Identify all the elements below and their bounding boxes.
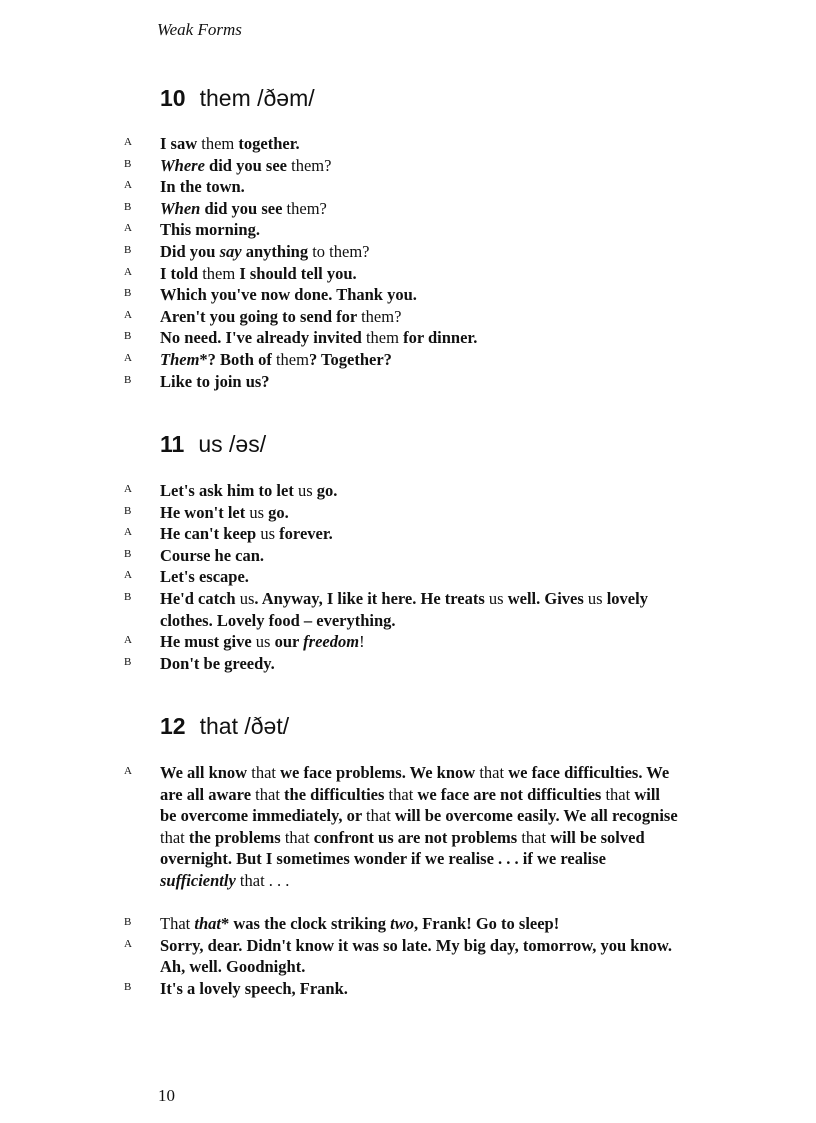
speaker-label: B (124, 330, 132, 343)
section-heading (160, 85, 315, 112)
dialogue-text (160, 198, 690, 220)
text-segment: confront us are not problems (309, 827, 522, 847)
text-segment: I should tell you. (235, 263, 357, 283)
text-segment: us (255, 632, 271, 652)
text-segment: This morning. (160, 220, 260, 240)
dialogue-line (0, 371, 816, 393)
text-segment: I saw (160, 134, 202, 153)
dialogue-line (0, 263, 816, 285)
speaker-label: B (124, 200, 132, 213)
text-segment: that (605, 784, 631, 804)
dialogue-line (0, 502, 816, 524)
text-segment: Course he can. (160, 545, 265, 565)
text-segment: them (202, 263, 236, 283)
text-segment: them? (286, 198, 327, 218)
text-segment: *? Both of (199, 350, 276, 369)
dialogue-text (160, 545, 690, 567)
text-segment: Where (160, 155, 205, 175)
text-segment: will be overcome easily. We all recognise (390, 806, 678, 826)
text-segment: that (388, 784, 414, 804)
dialogue-line (0, 653, 816, 675)
dialogue-text (160, 653, 690, 675)
dialogue-text (160, 935, 680, 978)
dialogue-line (0, 219, 816, 241)
text-segment: * was the clock striking (220, 914, 391, 934)
text-segment: we face difficulties. We are all aware (160, 763, 670, 804)
text-segment: them? (291, 155, 332, 175)
dialogue-text (160, 176, 690, 198)
text-segment: He'd catch (160, 589, 240, 608)
dialogue-line (0, 155, 816, 177)
section-title: that /ðət/ (199, 713, 290, 739)
text-segment: Sorry, dear. Didn't know it was so late. My big day, tomorrow, you know. Ah, well. Goodnight. (160, 935, 673, 977)
running-head: Weak Forms (157, 20, 242, 39)
text-segment: When (160, 198, 201, 218)
speaker-label: A (124, 222, 133, 235)
text-segment: that (479, 763, 505, 782)
dialogue-text (160, 588, 660, 631)
dialogue-text (160, 566, 690, 588)
text-segment: them (201, 134, 235, 153)
speaker-label: A (124, 765, 133, 777)
text-segment: go. (264, 502, 289, 522)
speaker-label: B (124, 157, 132, 170)
text-segment: that (284, 827, 310, 847)
speaker-label: A (124, 136, 133, 148)
section-title: them /ðəm/ (199, 85, 315, 111)
dialogue-text (160, 155, 690, 177)
dialogue-line (0, 133, 816, 155)
text-segment: That (160, 914, 195, 934)
text-segment: to them? (312, 242, 370, 261)
section-number: 10 (160, 85, 186, 111)
speaker-label: B (124, 504, 132, 517)
dialogue-line (0, 588, 816, 630)
text-segment: Did you (160, 242, 220, 261)
dialogue-line (0, 935, 816, 977)
speaker-label: A (124, 352, 133, 364)
text-segment: He must give (160, 632, 256, 652)
speaker-label: B (124, 547, 132, 560)
text-segment: say (219, 242, 242, 261)
section-title: us /əs/ (198, 431, 267, 457)
text-segment: together. (234, 134, 300, 153)
text-segment: that (251, 763, 276, 782)
dialogue-text (160, 349, 690, 371)
dialogue-text (160, 913, 690, 935)
dialogue-text (160, 133, 690, 155)
speaker-label: A (124, 634, 133, 647)
text-segment: the difficulties (279, 784, 389, 804)
text-segment: He can't keep (160, 524, 261, 544)
section-heading (160, 431, 266, 458)
dialogue-line (0, 762, 816, 890)
dialogue-line (0, 545, 816, 567)
speaker-label: B (124, 981, 132, 993)
dialogue-line (0, 523, 816, 545)
text-segment: them (275, 350, 309, 369)
dialogue-line (0, 241, 816, 263)
speaker-label: A (124, 265, 133, 278)
speaker-label: B (124, 916, 132, 929)
speaker-label: A (124, 179, 133, 192)
text-segment: It's a lovely speech, Frank. (160, 979, 348, 998)
text-segment: , Frank! Go to sleep! (413, 914, 560, 934)
text-segment: Them (160, 350, 200, 369)
dialogue-line (0, 198, 816, 220)
text-segment: that (194, 914, 221, 934)
text-segment: ! (359, 632, 365, 652)
text-segment: our (270, 632, 304, 652)
dialogue-line (0, 566, 816, 588)
dialogue-line (0, 176, 816, 198)
text-segment: forever. (275, 524, 333, 544)
text-segment: them (365, 328, 399, 348)
text-segment: we face problems. We know (275, 763, 480, 782)
text-segment: us (260, 524, 276, 544)
text-segment: freedom (303, 632, 360, 652)
speaker-label: A (124, 937, 133, 950)
speaker-label: B (124, 655, 132, 668)
text-segment: . Anyway, I like it here. He treats (254, 589, 489, 608)
dialogue-text (160, 241, 690, 263)
text-segment: Which you've now done. Thank you. (160, 285, 417, 305)
text-segment: He won't let (160, 502, 250, 522)
text-segment: go. (312, 481, 338, 500)
text-segment: lovely clothes. Lovely food – everything. (160, 589, 648, 630)
text-segment: No need. I've already invited (160, 328, 366, 348)
text-segment: us (488, 589, 504, 608)
text-segment: I told (160, 263, 203, 283)
speaker-label: A (124, 526, 133, 539)
text-segment: them? (361, 306, 402, 326)
dialogue-text (160, 306, 690, 328)
text-segment: Don't be greedy. (160, 653, 275, 673)
section-number: 12 (160, 713, 186, 739)
dialogue-line (0, 978, 816, 1000)
text-segment: will be solved overnight. But I sometimes wonder if we realise . . . if we realise (160, 827, 645, 869)
dialogue-line (0, 306, 816, 328)
text-segment: will be overcome immediately, or (160, 784, 660, 826)
text-segment: for dinner. (398, 328, 478, 348)
text-segment: that (366, 806, 391, 826)
dialogue-line (0, 913, 816, 935)
dialogue-line (0, 631, 816, 653)
text-segment: Let's escape. (160, 567, 249, 587)
text-segment: did you see (204, 155, 292, 175)
text-segment: well. Gives (503, 589, 588, 608)
speaker-label: B (124, 287, 132, 300)
dialogue-line (0, 327, 816, 349)
speaker-label: B (124, 244, 132, 256)
speaker-label: A (124, 308, 133, 321)
text-segment: ? Together? (308, 350, 392, 369)
speaker-label: A (124, 569, 133, 582)
section-number: 11 (160, 431, 185, 457)
dialogue-line (0, 284, 816, 306)
dialogue-text (160, 978, 690, 1000)
text-segment: us (239, 589, 255, 608)
dialogue-text (160, 480, 690, 502)
text-segment: us (587, 589, 603, 608)
dialogue-text (160, 219, 690, 241)
dialogue-line (0, 480, 816, 502)
dialogue-text (160, 762, 680, 892)
dialogue-text (160, 523, 690, 545)
dialogue-text (160, 263, 690, 285)
text-segment: We all know (160, 763, 252, 782)
dialogue-text (160, 371, 690, 393)
text-segment: us (249, 502, 265, 522)
text-segment: Like to join us? (160, 371, 270, 391)
text-segment: In the town. (160, 177, 245, 197)
text-segment: did you see (200, 198, 287, 218)
page-number: 10 (158, 1086, 175, 1105)
speaker-label: B (124, 373, 132, 386)
text-segment: two (390, 914, 414, 934)
dialogue-text (160, 327, 690, 349)
text-segment: that . . . (235, 870, 290, 890)
speaker-label: A (124, 483, 133, 495)
speaker-label: B (124, 591, 132, 603)
dialogue-text (160, 284, 690, 306)
text-segment: anything (241, 242, 313, 261)
dialogue-text (160, 502, 690, 524)
text-segment: we face are not difficulties (413, 784, 606, 804)
text-segment: Aren't you going to send for (160, 306, 362, 326)
text-segment: Let's ask him to let (160, 481, 298, 500)
section-heading (160, 713, 289, 740)
text-segment: that (160, 827, 185, 847)
dialogue-text (160, 631, 690, 653)
text-segment: the problems (184, 827, 285, 847)
dialogue-line (0, 349, 816, 371)
text-segment: that (521, 827, 547, 847)
text-segment: sufficiently (160, 870, 236, 890)
text-segment: that (255, 784, 280, 804)
text-segment: us (297, 481, 313, 500)
